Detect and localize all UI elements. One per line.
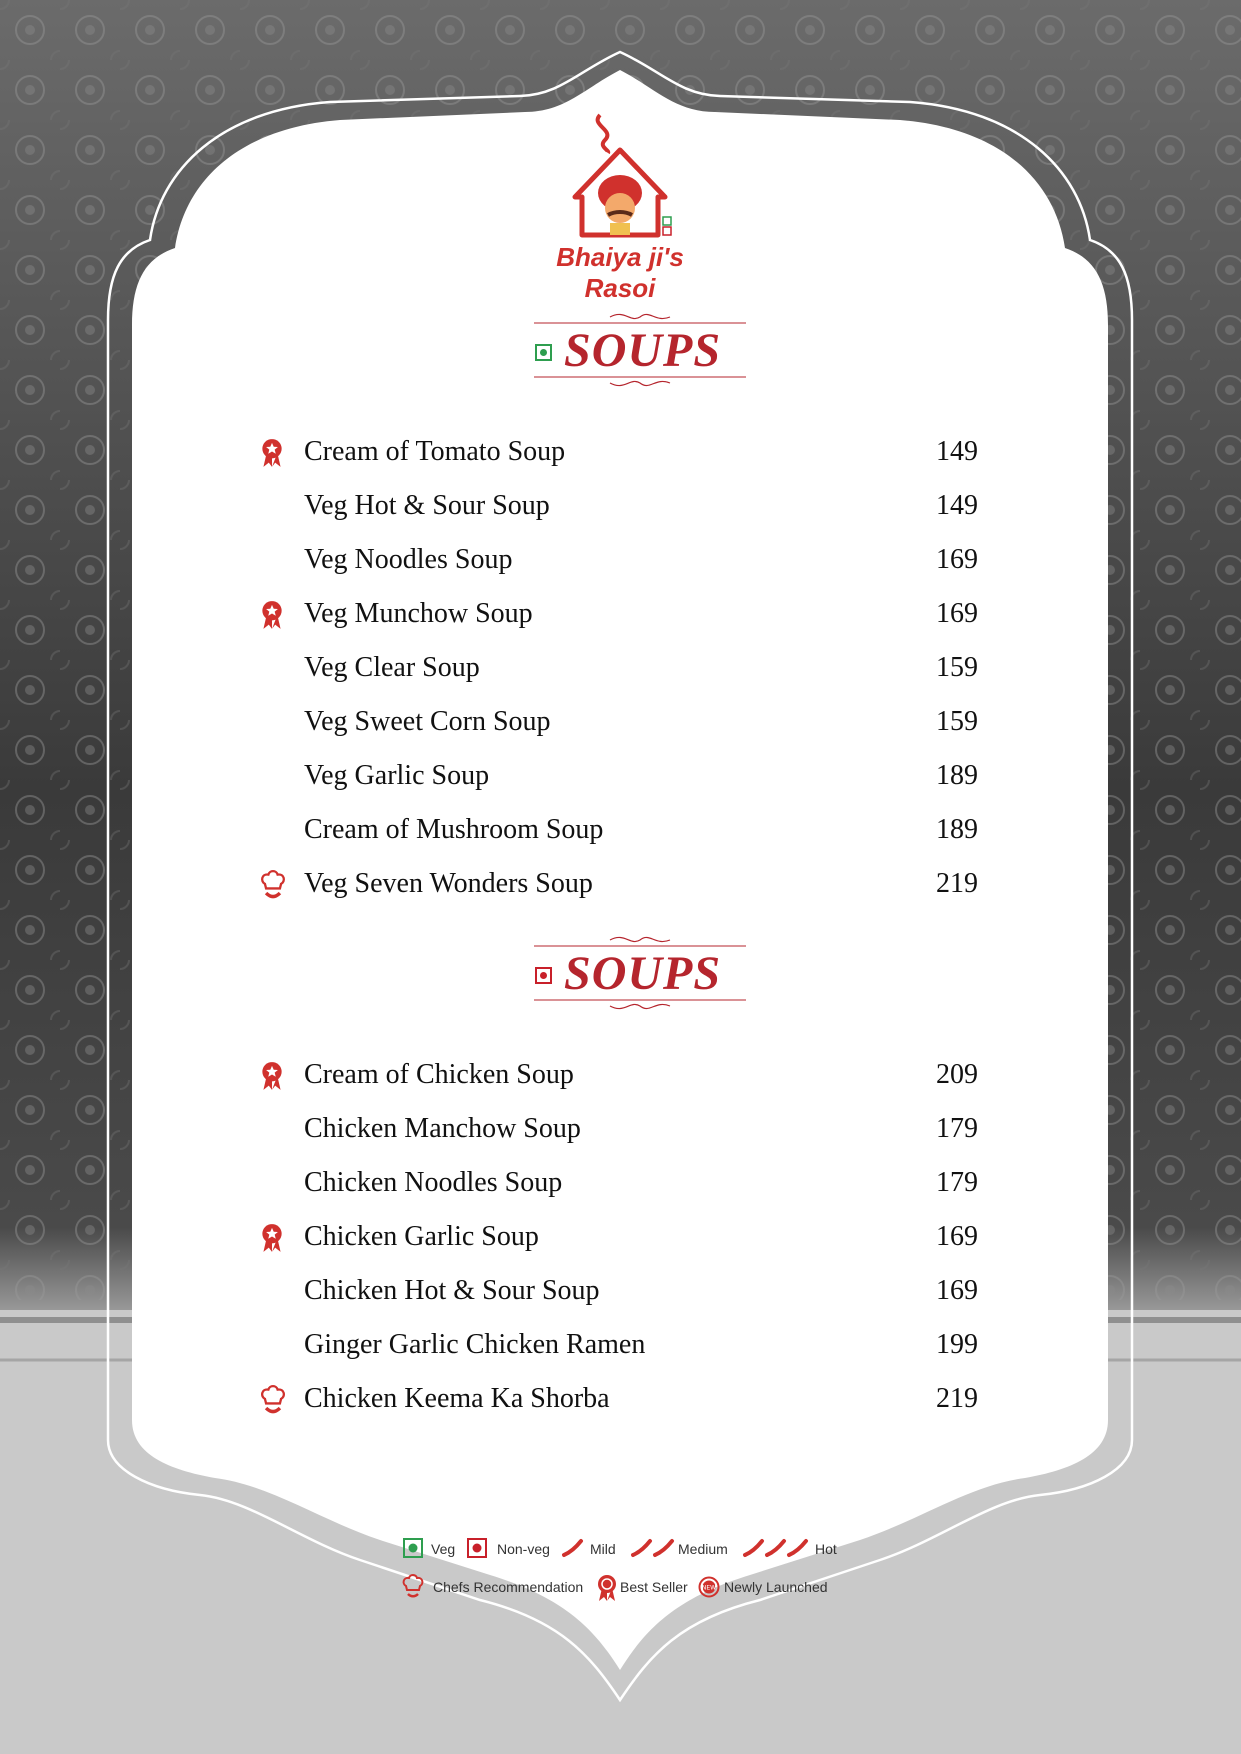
- menu-item-name: Chicken Manchow Soup: [304, 1113, 581, 1144]
- house-chef-icon: [520, 105, 720, 240]
- best-seller-icon: [258, 1061, 286, 1091]
- menu-item: [240, 810, 980, 850]
- legend-hot: Hot: [815, 1541, 837, 1557]
- menu-item-name: Chicken Noodles Soup: [304, 1167, 563, 1198]
- menu-item-price: 209: [936, 1059, 978, 1090]
- menu-item-price: 189: [936, 814, 978, 845]
- menu-item-name: Veg Hot & Sour Soup: [304, 490, 550, 521]
- legend-chef: Chefs Recommendation: [433, 1579, 584, 1595]
- legend-medium: Medium: [678, 1541, 728, 1557]
- legend-new: Newly Launched: [724, 1579, 828, 1595]
- menu-item-price: 149: [936, 436, 978, 467]
- menu-item: [240, 1325, 980, 1365]
- svg-text:NEW: NEW: [701, 1584, 717, 1592]
- menu-item-name: Veg Sweet Corn Soup: [304, 706, 551, 737]
- menu-item: [240, 1055, 980, 1095]
- menu-item: [240, 540, 980, 580]
- menu-item-name: Veg Munchow Soup: [304, 598, 533, 629]
- legend-best-seller: Best Seller: [620, 1579, 688, 1595]
- best-seller-icon: [596, 1574, 618, 1602]
- chef-hat-icon: [258, 1385, 288, 1415]
- menu-item-name: Ginger Garlic Chicken Ramen: [304, 1329, 646, 1360]
- menu-item-name: Cream of Mushroom Soup: [304, 814, 604, 845]
- menu-item: [240, 756, 980, 796]
- best-seller-badge: [258, 1061, 286, 1091]
- legend-veg: Veg: [431, 1541, 456, 1557]
- menu-item-name: Cream of Chicken Soup: [304, 1059, 574, 1090]
- chef-badge: [258, 870, 286, 900]
- menu-item-name: Veg Noodles Soup: [304, 544, 513, 575]
- menu-item: [240, 432, 980, 472]
- menu-item: [240, 1271, 980, 1311]
- menu-item-name: Veg Garlic Soup: [304, 760, 490, 791]
- menu-item-name: Chicken Garlic Soup: [304, 1221, 539, 1252]
- menu-item-price: 199: [936, 1329, 978, 1360]
- menu-item-price: 169: [936, 544, 978, 575]
- menu-item-price: 149: [936, 490, 978, 521]
- menu-item-price: 219: [936, 1383, 978, 1414]
- section-header-non-veg: [530, 928, 750, 1018]
- best-seller-badge: [258, 600, 286, 630]
- mild-chili-icon: [561, 1538, 585, 1558]
- menu-item-price: 169: [936, 1221, 978, 1252]
- chef-badge: [258, 1385, 286, 1415]
- brand-name: Bhaiya ji's Rasoi: [556, 242, 684, 303]
- menu-item-price: 169: [936, 1275, 978, 1306]
- menu-item-price: 159: [936, 652, 978, 683]
- menu-item-price: 159: [936, 706, 978, 737]
- brand-logo: [520, 105, 720, 303]
- menu-item-price: 169: [936, 598, 978, 629]
- menu-item: [240, 1163, 980, 1203]
- section-header-veg: [530, 305, 750, 395]
- best-seller-icon: [258, 438, 286, 468]
- menu-item-name: Chicken Hot & Sour Soup: [304, 1275, 600, 1306]
- menu-item: [240, 594, 980, 634]
- menu-item-price: 219: [936, 868, 978, 899]
- chef-hat-icon: [258, 870, 288, 900]
- menu-item-name: Veg Clear Soup: [304, 652, 480, 683]
- menu-item: [240, 648, 980, 688]
- menu-item-price: 189: [936, 760, 978, 791]
- menu-item-price: 179: [936, 1167, 978, 1198]
- veg-icon: [403, 1538, 423, 1558]
- best-seller-icon: [258, 1223, 286, 1253]
- best-seller-badge: [258, 1223, 286, 1253]
- best-seller-badge: [258, 438, 286, 468]
- best-seller-icon: [258, 600, 286, 630]
- menu-item: [240, 1217, 980, 1257]
- legend-non-veg: Non-veg: [497, 1541, 550, 1557]
- menu-item: [240, 1109, 980, 1149]
- menu-item-name: Chicken Keema Ka Shorba: [304, 1383, 610, 1414]
- menu-item-name: Veg Seven Wonders Soup: [304, 868, 593, 899]
- hot-chili-icon: [742, 1538, 810, 1558]
- legend-mild: Mild: [590, 1541, 616, 1557]
- medium-chili-icon: [630, 1538, 676, 1558]
- menu-item: [240, 864, 980, 904]
- menu-item-name: Cream of Tomato Soup: [304, 436, 566, 467]
- non-veg-icon: [467, 1538, 487, 1558]
- chef-hat-icon: [401, 1574, 425, 1600]
- menu-item: [240, 1379, 980, 1419]
- section-title: SOUPS: [564, 324, 722, 377]
- menu-item: [240, 702, 980, 742]
- new-icon: [698, 1576, 720, 1598]
- menu-item: [240, 486, 980, 526]
- menu-item-price: 179: [936, 1113, 978, 1144]
- section-title: SOUPS: [564, 947, 722, 1000]
